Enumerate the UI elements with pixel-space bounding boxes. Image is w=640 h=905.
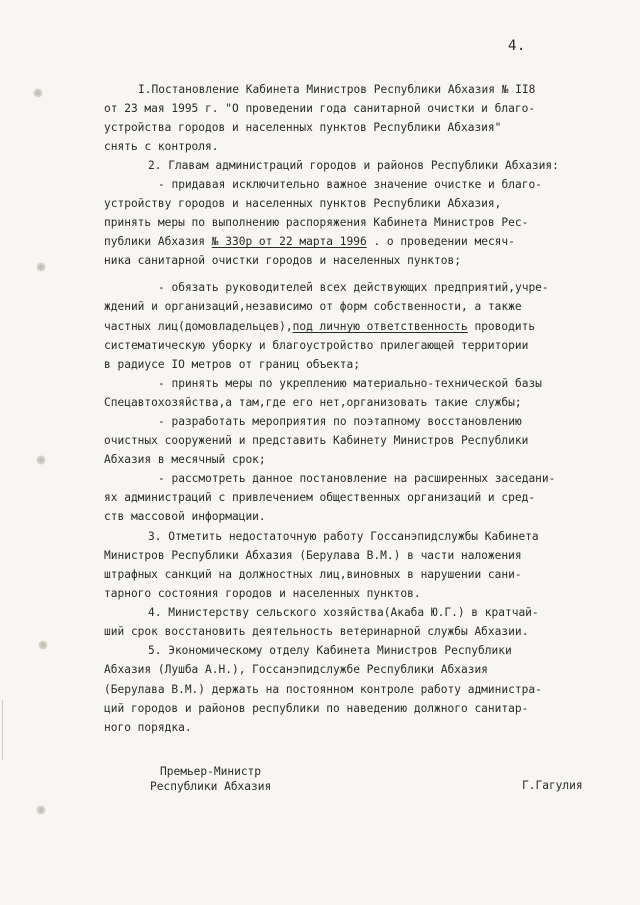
text-line	[148, 159, 559, 173]
binding-hole-mark	[38, 640, 48, 650]
signatory-title	[150, 764, 271, 794]
text-segment: - принять меры по укреплению материально-технической базы	[158, 377, 542, 390]
text-line	[104, 121, 501, 135]
text-line	[158, 472, 555, 486]
text-segment: Спецавтохозяйства,а там,где его нет,организовать такие службы;	[104, 396, 522, 409]
text-segment: I.Постановление Кабинета Министров Республики Абхазия № II8	[138, 83, 536, 96]
text-segment: ника санитарной очистки городов и населенных пунктов;	[104, 254, 461, 267]
text-line	[104, 320, 535, 334]
text-line	[104, 491, 535, 505]
text-line	[104, 358, 360, 372]
text-line	[104, 300, 522, 314]
text-segment: 3. Отметить недостаточную работу Госсанэпидслужбы Кабинета	[148, 530, 539, 543]
text-line	[148, 606, 539, 620]
text-line	[138, 83, 535, 97]
text-line	[104, 254, 461, 268]
text-line	[104, 510, 266, 524]
text-segment: (Берулава В.М.) держать на постоянном контроле работу администра-	[104, 683, 542, 696]
text-segment: принять меры по выполнению распоряжения Кабинета Министров Рес-	[104, 216, 529, 229]
binding-hole-mark	[36, 805, 46, 815]
text-line	[104, 235, 515, 249]
text-line	[104, 140, 219, 154]
text-segment: . о проведении месяч-	[366, 235, 515, 248]
text-line	[104, 568, 522, 582]
text-line	[104, 197, 501, 211]
text-segment: Министров Республики Абхазия (Берулава В.М.) в части наложения	[104, 549, 522, 562]
text-line	[104, 625, 528, 639]
text-line	[104, 396, 522, 410]
text-segment: ного порядка.	[104, 721, 192, 734]
text-segment: устройству городов и населенных пунктов Республики Абхазия,	[104, 197, 502, 210]
text-segment: 4. Министерству сельского хозяйства(Акаба Ю.Г.) в кратчай-	[148, 606, 539, 619]
text-line	[148, 530, 539, 544]
text-line	[104, 339, 528, 353]
text-segment: - обязать руководителей всех действующих предприятий,учре-	[158, 281, 549, 294]
text-segment: очистных сооружений и представить Кабинету Министров Республики	[104, 434, 529, 447]
text-line	[104, 702, 528, 716]
text-segment: публики Абхазия	[104, 235, 212, 248]
binding-hole-mark	[36, 455, 46, 465]
text-segment: штрафных санкций на должностных лиц,виновных в нарушении сани-	[104, 568, 522, 581]
text-line	[158, 415, 522, 429]
text-segment: ждений и организаций,независимо от форм собственности, а также	[104, 300, 522, 313]
binding-hole-mark	[33, 88, 43, 98]
text-segment: ший срок восстановить деятельность ветеринарной службы Абхазии.	[104, 625, 529, 638]
text-line	[104, 102, 535, 116]
text-line	[104, 434, 528, 448]
underlined-text: под личную ответственность	[292, 320, 468, 333]
text-line	[158, 178, 542, 192]
margin-edge-line	[2, 700, 3, 760]
text-line	[104, 549, 522, 563]
text-segment: ций городов и районов республики по наведению должного санитар-	[104, 702, 529, 715]
signatory-name: Г.Гагулия	[522, 779, 583, 792]
text-line	[104, 587, 421, 601]
text-segment: ств массовой информации.	[104, 510, 266, 523]
text-line	[158, 377, 542, 391]
text-segment: частных лиц(домовладельцев),	[104, 320, 293, 333]
text-segment: тарного состояния городов и населенных пунктов.	[104, 587, 421, 600]
text-line	[158, 281, 549, 295]
signatory-title-line-2: Республики Абхазия	[150, 780, 272, 793]
text-segment: - придавая исключительно важное значение очистке и благо-	[158, 178, 542, 191]
text-line	[104, 721, 192, 735]
signatory-title-line-1: Премьер-Министр	[160, 765, 262, 778]
text-segment: от 23 мая 1995 г. "О проведении года санитарной очистки и благо-	[104, 102, 536, 115]
text-segment: Абхазия в месячный срок;	[104, 453, 266, 466]
text-segment: 5. Экономическому отделу Кабинета Министров Республики	[148, 644, 512, 657]
text-segment: ях администраций с привлечением общественных организаций и сред-	[104, 491, 536, 504]
text-line	[148, 644, 512, 658]
text-segment: - разработать мероприятия по поэтапному восстановлению	[158, 415, 522, 428]
text-line	[104, 663, 488, 677]
binding-hole-mark	[36, 262, 46, 272]
text-segment: в радиусе IO метров от границ объекта;	[104, 358, 360, 371]
text-line	[104, 216, 528, 230]
text-segment: проводить	[467, 320, 536, 333]
text-segment: систематическую уборку и благоустройство прилегающей территории	[104, 339, 529, 352]
text-line	[104, 453, 266, 467]
page-number: 4.	[508, 38, 526, 54]
text-segment: - рассмотреть данное постановление на расширенных заседани-	[158, 472, 556, 485]
underlined-text: № 330р от 22 марта 1996	[211, 235, 367, 248]
text-line	[104, 683, 542, 697]
text-segment: 2. Главам администраций городов и районов Республики Абхазия:	[148, 159, 559, 172]
text-segment: устройства городов и населенных пунктов Республики Абхазия"	[104, 121, 502, 134]
text-segment: снять с контроля.	[104, 140, 219, 153]
text-segment: Абхазия (Лушба А.Н.), Госсанэпидслужбе Республики Абхазия	[104, 663, 488, 676]
